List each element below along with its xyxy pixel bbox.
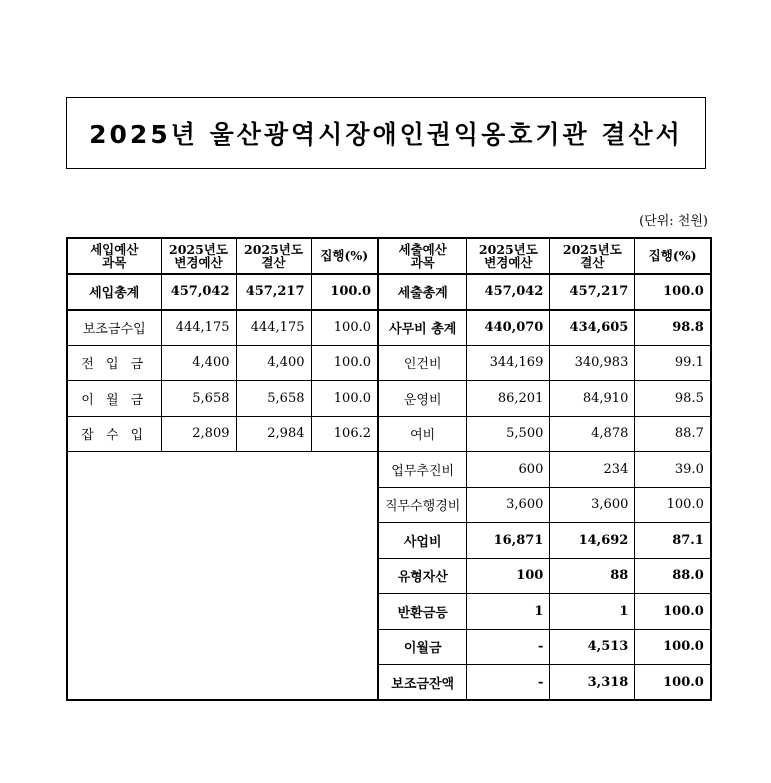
expense-budget: 1 (467, 594, 550, 630)
revenue-settlement: 2,984 (236, 416, 311, 452)
expense-rate: 100.0 (635, 629, 711, 665)
empty-revenue-area (67, 452, 378, 701)
header-rev-settlement: 2025년도 결산 (236, 238, 311, 274)
expense-rate: 100.0 (635, 594, 711, 630)
expense-budget: 440,070 (467, 310, 550, 346)
expense-item: 보조금잔액 (378, 665, 467, 701)
expense-budget: 5,500 (467, 416, 550, 452)
expense-item: 이월금 (378, 629, 467, 665)
header-expense-item: 세출예산 과목 (378, 238, 467, 274)
expense-settlement: 14,692 (550, 523, 635, 559)
header-exp-rate: 집행(%) (635, 238, 711, 274)
expense-budget: 600 (467, 452, 550, 488)
expense-rate: 39.0 (635, 452, 711, 488)
revenue-settlement: 4,400 (236, 345, 311, 381)
expense-budget: 86,201 (467, 381, 550, 417)
expense-settlement: 340,983 (550, 345, 635, 381)
expense-settlement: 457,217 (550, 274, 635, 310)
expense-item: 사업비 (378, 523, 467, 559)
header-exp-settlement: 2025년도 결산 (550, 238, 635, 274)
expense-item: 유형자산 (378, 558, 467, 594)
expense-budget: 16,871 (467, 523, 550, 559)
revenue-rate: 100.0 (311, 381, 378, 417)
expense-rate: 99.1 (635, 345, 711, 381)
expense-item: 여비 (378, 416, 467, 452)
settlement-table (66, 237, 712, 701)
expense-rate: 88.0 (635, 558, 711, 594)
expense-settlement: 3,318 (550, 665, 635, 701)
expense-rate: 98.8 (635, 310, 711, 346)
header-row (67, 238, 711, 274)
expense-rate: 87.1 (635, 523, 711, 559)
expense-settlement: 434,605 (550, 310, 635, 346)
expense-budget: 100 (467, 558, 550, 594)
header-rev-rate: 집행(%) (311, 238, 378, 274)
expense-rate: 98.5 (635, 381, 711, 417)
expense-budget: 457,042 (467, 274, 550, 310)
expense-item: 직무수행경비 (378, 487, 467, 523)
revenue-budget: 4,400 (161, 345, 236, 381)
expense-item: 운영비 (378, 381, 467, 417)
table-row (67, 452, 711, 488)
expense-rate: 88.7 (635, 416, 711, 452)
revenue-settlement: 444,175 (236, 310, 311, 346)
table-row (67, 345, 711, 381)
expense-settlement: 88 (550, 558, 635, 594)
revenue-budget: 2,809 (161, 416, 236, 452)
revenue-budget: 457,042 (161, 274, 236, 310)
expense-settlement: 1 (550, 594, 635, 630)
expense-settlement: 234 (550, 452, 635, 488)
document-title: 2025년 울산광역시장애인권익옹호기관 결산서 (89, 120, 683, 149)
header-exp-budget: 2025년도 변경예산 (467, 238, 550, 274)
expense-budget: - (467, 665, 550, 701)
revenue-rate: 100.0 (311, 345, 378, 381)
expense-settlement: 4,878 (550, 416, 635, 452)
expense-item: 업무추진비 (378, 452, 467, 488)
expense-settlement: 84,910 (550, 381, 635, 417)
expense-rate: 100.0 (635, 487, 711, 523)
expense-settlement: 3,600 (550, 487, 635, 523)
expense-budget: - (467, 629, 550, 665)
revenue-budget: 5,658 (161, 381, 236, 417)
table-row (67, 310, 711, 346)
revenue-rate: 100.0 (311, 310, 378, 346)
revenue-settlement: 5,658 (236, 381, 311, 417)
revenue-item: 잡 수 입 (67, 416, 161, 452)
expense-rate: 100.0 (635, 274, 711, 310)
revenue-item: 이 월 금 (67, 381, 161, 417)
revenue-item: 세입총계 (67, 274, 161, 310)
revenue-rate: 100.0 (311, 274, 378, 310)
revenue-budget: 444,175 (161, 310, 236, 346)
expense-item: 사무비 총계 (378, 310, 467, 346)
expense-budget: 3,600 (467, 487, 550, 523)
table-row (67, 381, 711, 417)
table-row (67, 416, 711, 452)
header-revenue-item: 세입예산 과목 (67, 238, 161, 274)
revenue-item: 전 입 금 (67, 345, 161, 381)
revenue-item: 보조금수입 (67, 310, 161, 346)
revenue-settlement: 457,217 (236, 274, 311, 310)
expense-item: 인건비 (378, 345, 467, 381)
expense-item: 반환금등 (378, 594, 467, 630)
unit-label: (단위: 천원) (639, 214, 708, 229)
expense-budget: 344,169 (467, 345, 550, 381)
table-row-total (67, 274, 711, 310)
title-box (66, 97, 706, 169)
expense-settlement: 4,513 (550, 629, 635, 665)
header-rev-budget: 2025년도 변경예산 (161, 238, 236, 274)
revenue-rate: 106.2 (311, 416, 378, 452)
expense-rate: 100.0 (635, 665, 711, 701)
expense-item: 세출총계 (378, 274, 467, 310)
